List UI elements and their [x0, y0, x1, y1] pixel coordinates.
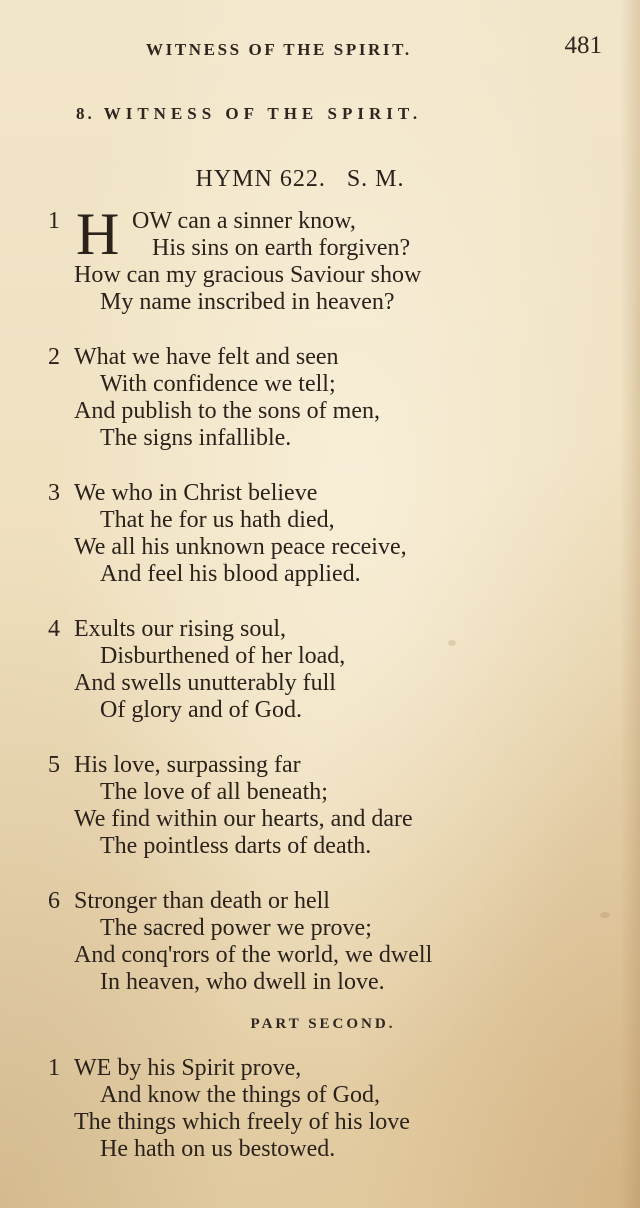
hymn-title: HYMN 622. S. M.	[195, 166, 405, 192]
hymn-line: The love of all beneath;	[100, 779, 328, 805]
hymn-line: We all his unknown peace receive,	[74, 534, 407, 560]
stanza-number: 1	[48, 208, 60, 234]
hymn-line: OW can a sinner know,	[132, 208, 356, 234]
section-number: 8.	[76, 104, 95, 123]
stanza-2	[48, 344, 608, 452]
hymn-line: And conq'rors of the world, we dwell	[74, 942, 433, 968]
section-name: WITNESS OF THE SPIRIT.	[103, 104, 423, 123]
hymn-line: And swells unutterably full	[74, 670, 336, 696]
stanza-6	[48, 888, 608, 996]
hymn-line: And feel his blood applied.	[100, 561, 361, 587]
hymn-line: Of glory and of God.	[100, 697, 302, 723]
part-two-stanza-1	[48, 1055, 608, 1163]
hymn-line: The signs infallible.	[100, 425, 292, 451]
hymn-line: Stronger than death or hell	[74, 888, 330, 914]
hymn-line: We who in Christ believe	[74, 480, 318, 506]
hymn-line: His love, surpassing far	[74, 752, 301, 778]
hymn-line: The sacred power we prove;	[100, 915, 372, 941]
stanza-3	[48, 480, 608, 588]
hymn-line: Disburthened of her load,	[100, 643, 346, 669]
hymn-line: How can my gracious Saviour show	[74, 262, 422, 288]
hymn-line: And know the things of God,	[100, 1082, 380, 1108]
page-edge-shadow	[620, 0, 640, 1208]
drop-cap: H	[76, 201, 120, 267]
part-heading: PART SECOND.	[250, 1016, 396, 1032]
hymn-line: The pointless darts of death.	[100, 833, 372, 859]
hymn-line: We find within our hearts, and dare	[74, 806, 413, 832]
hymn-line: With confidence we tell;	[100, 371, 336, 397]
stanza-number: 1	[48, 1055, 60, 1081]
hymn-text	[48, 201, 608, 1191]
stanza-number: 6	[48, 888, 60, 914]
hymn-line: His sins on earth forgiven?	[152, 235, 411, 261]
hymn-line: That he for us hath died,	[100, 507, 335, 533]
hymn-line: What we have felt and seen	[74, 344, 339, 370]
hymn-line: My name inscribed in heaven?	[100, 289, 395, 315]
running-head: WITNESS OF THE SPIRIT.	[146, 40, 412, 59]
stanza-4	[48, 616, 608, 724]
stanza-1	[48, 201, 608, 316]
hymn-line: The things which freely of his love	[74, 1109, 410, 1135]
stanza-number: 3	[48, 480, 60, 506]
hymn-line: Exults our rising soul,	[74, 616, 287, 642]
hymn-line: And publish to the sons of men,	[74, 398, 380, 424]
hymn-line: He hath on us bestowed.	[100, 1136, 336, 1162]
hymn-line: In heaven, who dwell in love.	[100, 969, 385, 995]
stanza-number: 5	[48, 752, 60, 778]
stanza-5	[48, 752, 608, 860]
stanza-number: 4	[48, 616, 60, 642]
page-number: 481	[564, 32, 602, 59]
stanza-number: 2	[48, 344, 60, 370]
section-title	[76, 104, 422, 124]
hymn-line: WE by his Spirit prove,	[74, 1055, 302, 1081]
